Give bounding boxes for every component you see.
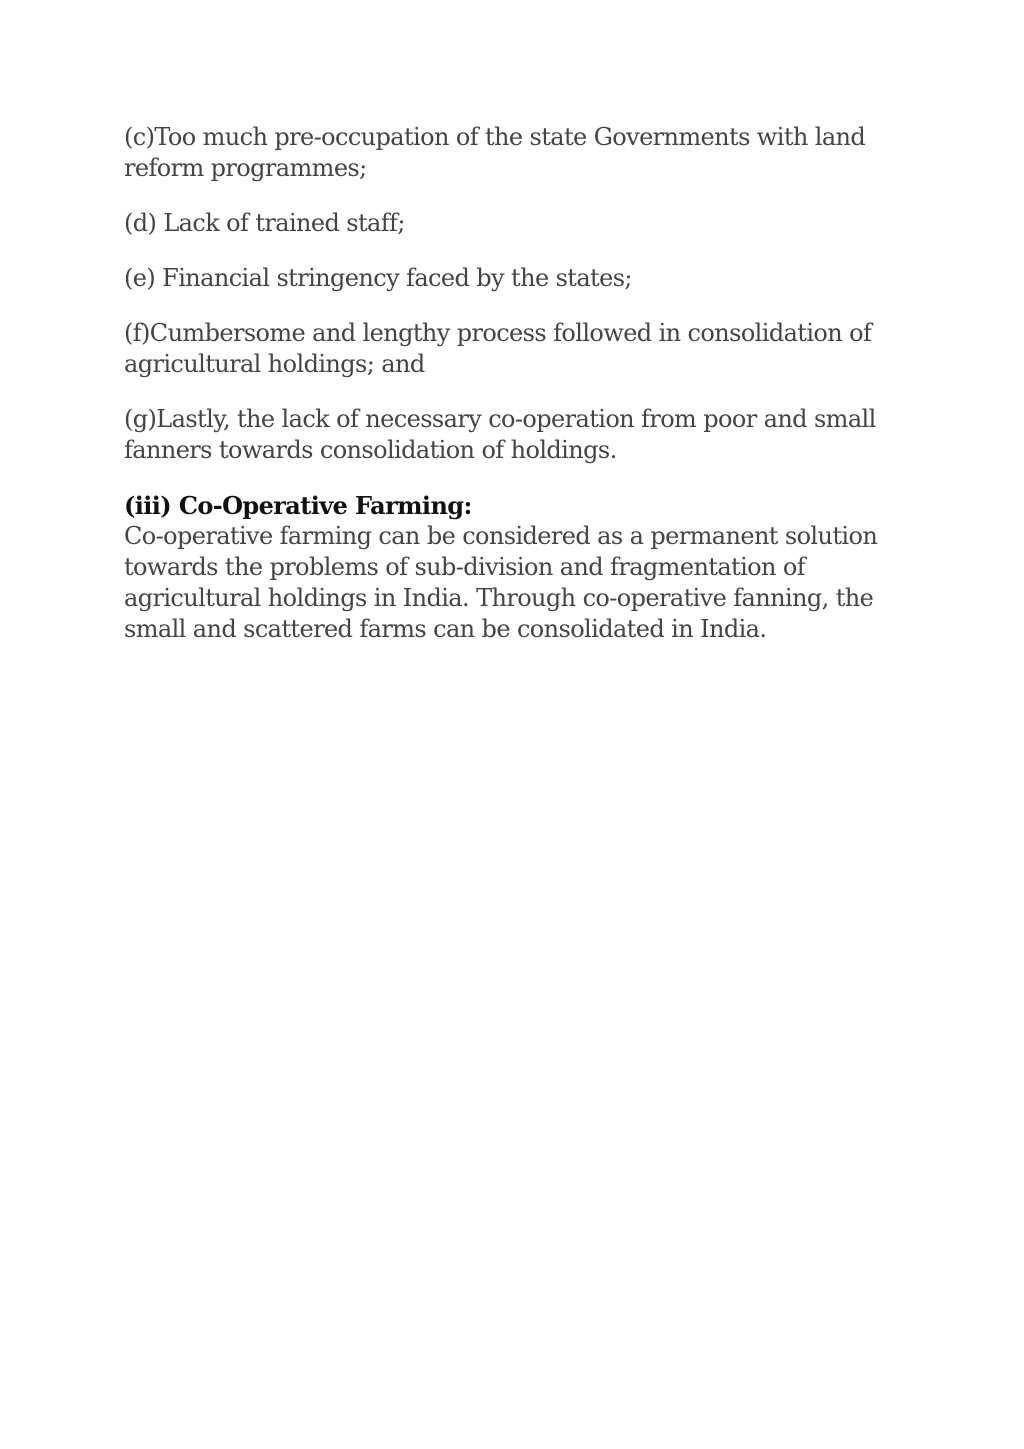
list-item-f: (f)Cumbersome and lengthy process followed in consolidation of agricultural holdings; and bbox=[124, 319, 872, 378]
document-page bbox=[124, 122, 904, 645]
list-item-g: (g)Lastly, the lack of necessary co-operation from poor and small fanners towards consolidation of holdings. bbox=[124, 405, 876, 464]
section-heading: (iii) Co-Operative Farming: bbox=[124, 491, 472, 520]
list-item-d: (d) Lack of trained staff; bbox=[124, 209, 405, 237]
list-item-e: (e) Financial stringency faced by the states; bbox=[124, 264, 632, 292]
list-item-c: (c)Too much pre-occupation of the state Governments with land reform programmes; bbox=[124, 123, 866, 182]
section-cooperative-farming bbox=[124, 490, 904, 645]
section-body: Co-operative farming can be considered as a permanent solution towards the problems of sub-division and fragmentation of agricultural holdings in India. Through co-operative fanning, the small and scattered farms can be consolidated in India. bbox=[124, 522, 878, 643]
